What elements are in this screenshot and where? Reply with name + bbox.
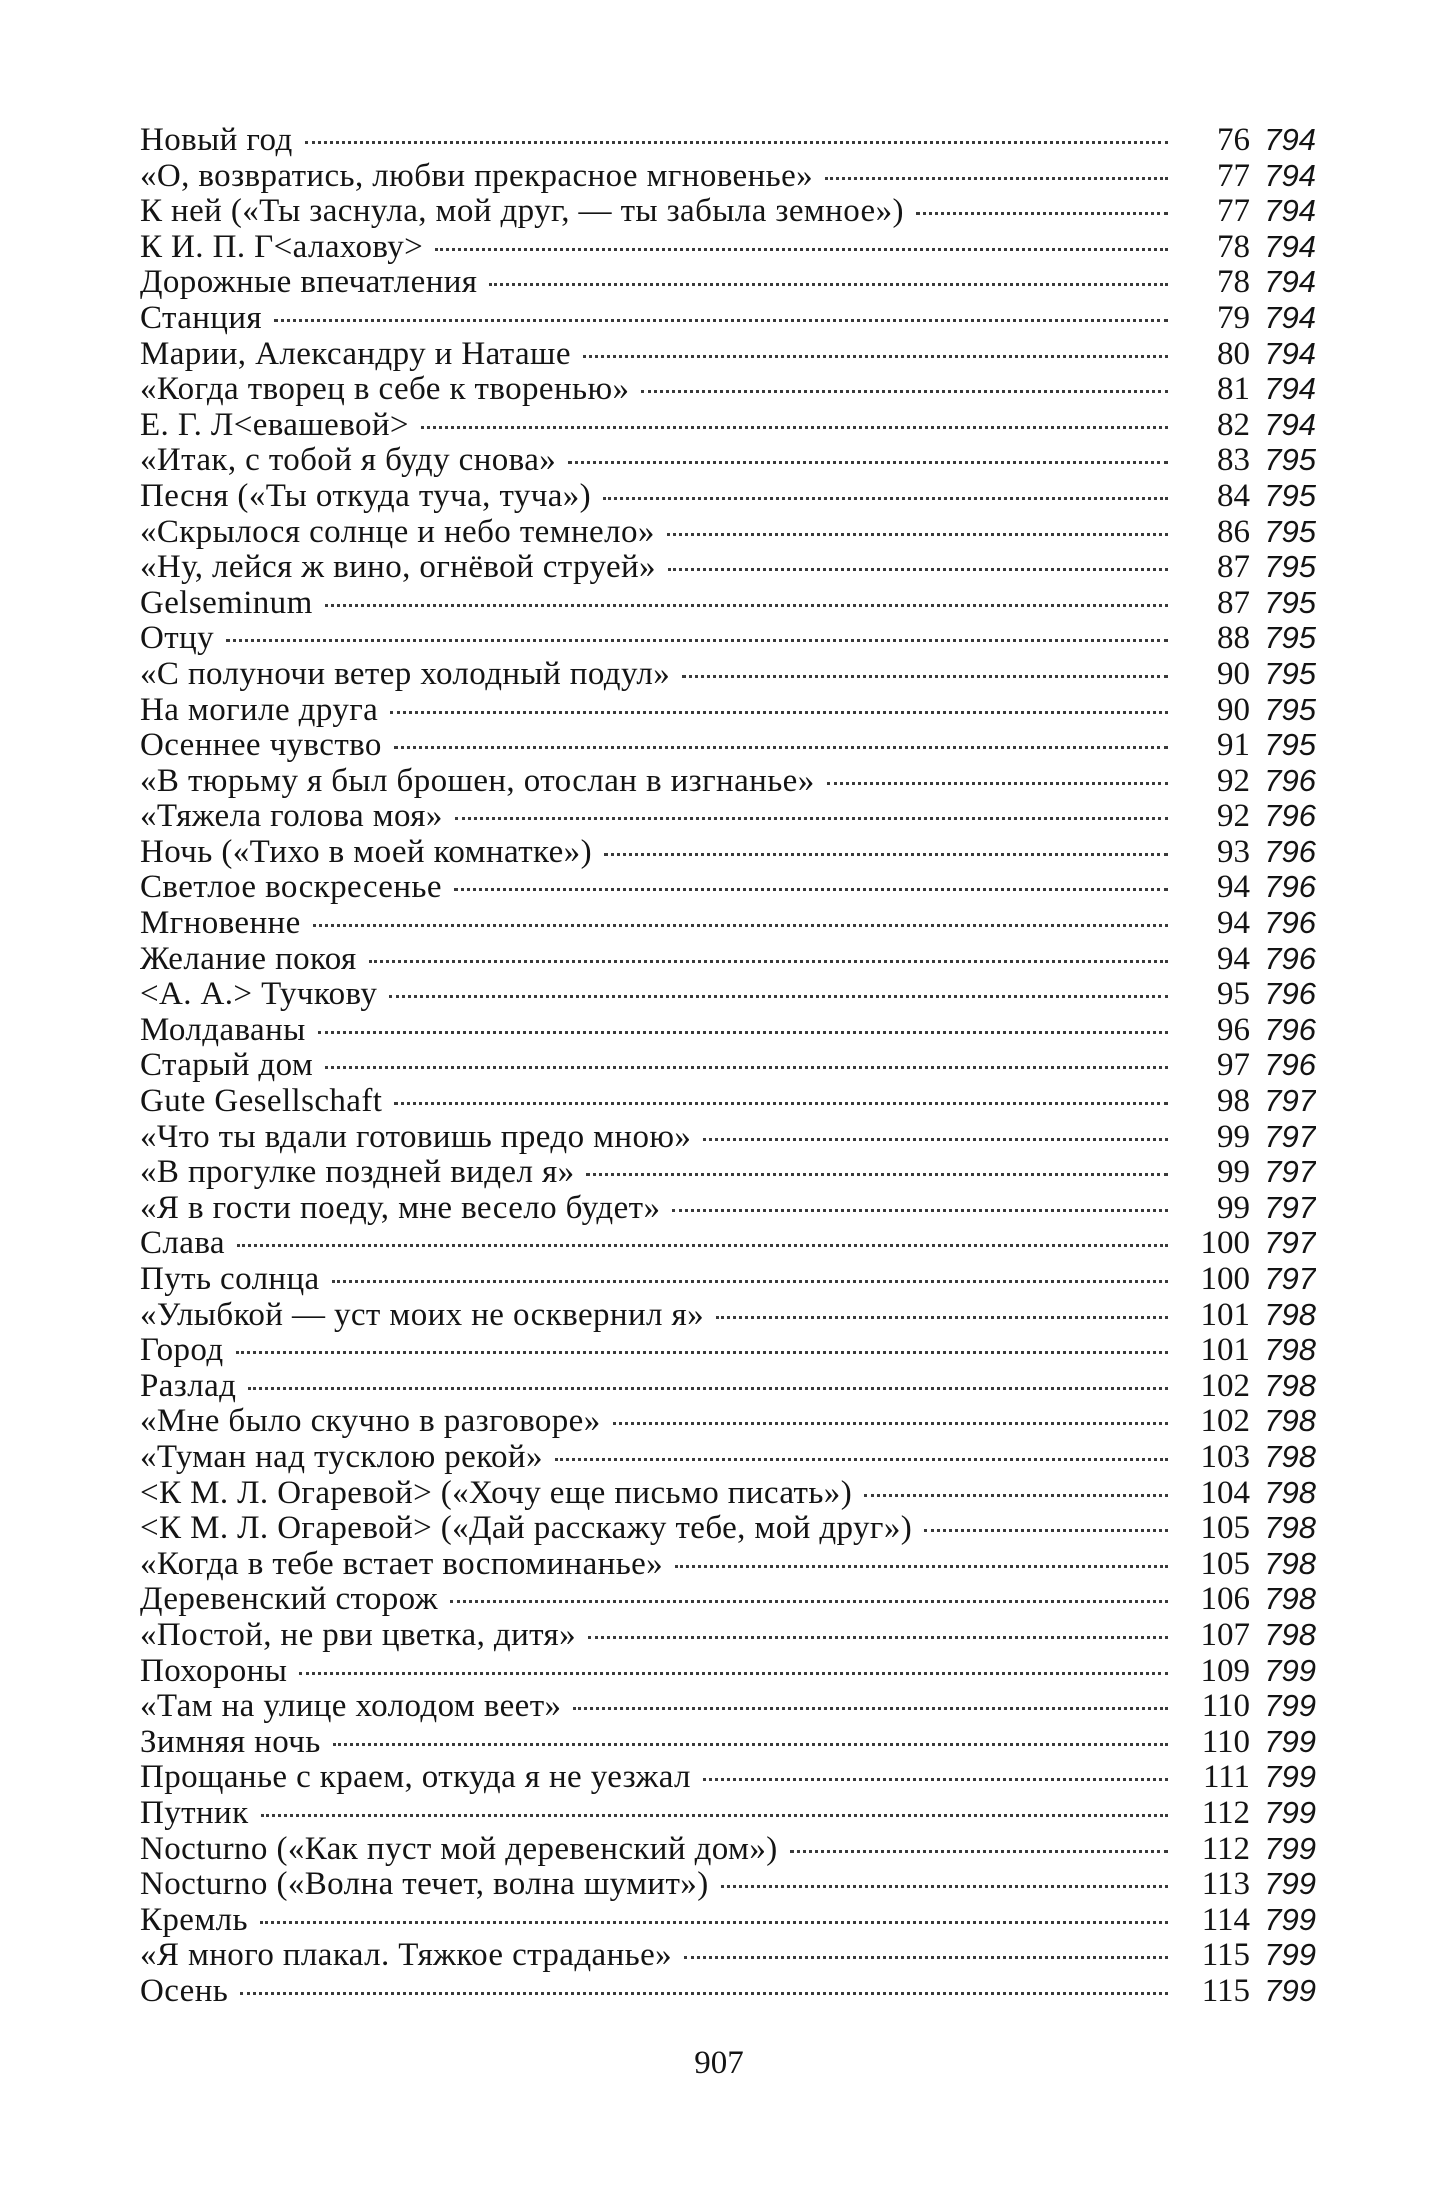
toc-entry-notes-page: 799 <box>1264 1652 1316 1688</box>
toc-entry-title: «Я в гости поеду, мне весело будет» <box>140 1189 661 1226</box>
toc-entry-title: Деревенский сторож <box>140 1581 438 1617</box>
toc-entry <box>140 692 1316 728</box>
toc-entry-title: Gelseminum <box>140 584 313 621</box>
toc-entry-page: 87 <box>1217 584 1250 621</box>
dot-leader <box>261 1814 1168 1817</box>
toc-entry-page: 104 <box>1200 1474 1250 1511</box>
dot-leader <box>226 639 1168 642</box>
dot-leader <box>240 1992 1168 1995</box>
dot-leader <box>325 1066 1168 1069</box>
toc-entry-title: Слава <box>140 1225 225 1261</box>
toc-entry-notes-page: 795 <box>1264 584 1316 620</box>
toc-entry-notes-page: 799 <box>1264 1723 1316 1759</box>
toc-entry <box>140 1261 1316 1297</box>
toc-entry-notes-page: 799 <box>1264 1866 1316 1902</box>
toc-entry-page: 101 <box>1200 1332 1250 1368</box>
toc-entry-page: 111 <box>1202 1759 1250 1795</box>
toc-entry <box>140 1973 1316 2009</box>
toc-entry <box>140 122 1316 158</box>
toc-entry-title: Мгновенне <box>140 905 301 941</box>
toc-entry-notes-page: 799 <box>1264 1688 1316 1724</box>
toc-entry-page: 94 <box>1217 940 1250 977</box>
toc-entry-page: 100 <box>1200 1261 1250 1297</box>
toc-entry-title: «Ну, лейся ж вино, огнёвой струей» <box>140 549 656 585</box>
toc-entry-notes-page: 794 <box>1264 193 1316 229</box>
toc-entry-page: 99 <box>1217 1189 1250 1226</box>
toc-entry-notes-page: 795 <box>1264 442 1316 478</box>
toc-entry-title: Осеннее чувство <box>140 727 382 763</box>
toc-entry-page: 78 <box>1217 264 1250 300</box>
toc-entry <box>140 1688 1316 1724</box>
dot-leader <box>672 1209 1168 1212</box>
toc-entry-page: 90 <box>1217 691 1250 728</box>
toc-entry-title: Ночь («Тихо в моей комнатке») <box>140 833 592 870</box>
toc-entry-page: 93 <box>1217 833 1250 870</box>
toc-entry-notes-page: 795 <box>1264 727 1316 763</box>
toc-entry <box>140 549 1316 585</box>
dot-leader <box>675 1565 1168 1568</box>
toc-entry-page: 101 <box>1200 1296 1250 1333</box>
toc-entry-title: <А. А.> Тучкову <box>140 976 378 1012</box>
dot-leader <box>583 355 1168 358</box>
toc-entry-notes-page: 796 <box>1264 940 1316 976</box>
toc-entry <box>140 869 1316 905</box>
toc-entry <box>140 1332 1316 1368</box>
dot-leader <box>684 1956 1168 1959</box>
toc-entry-notes-page: 796 <box>1264 1011 1316 1047</box>
toc-entry-title: Отцу <box>140 620 215 656</box>
toc-entry-title: Светлое воскресенье <box>140 869 442 906</box>
toc-entry <box>140 798 1316 834</box>
toc-entry-notes-page: 798 <box>1264 1545 1316 1581</box>
toc-entry-page: 92 <box>1217 762 1250 799</box>
toc-entry <box>140 336 1316 372</box>
toc-entry <box>140 1154 1316 1190</box>
dot-leader <box>305 141 1168 144</box>
toc-entry-title: Похороны <box>140 1652 288 1689</box>
toc-entry-notes-page: 794 <box>1264 228 1316 264</box>
toc-entry-notes-page: 794 <box>1264 264 1316 300</box>
toc-entry-title: «Мне было скучно в разговоре» <box>140 1403 601 1439</box>
toc-entry-title: Путь солнца <box>140 1261 320 1297</box>
toc-entry-page: 87 <box>1217 549 1250 585</box>
toc-entry-page: 112 <box>1201 1830 1250 1867</box>
toc-entry <box>140 727 1316 763</box>
dot-leader <box>333 1743 1168 1746</box>
dot-leader <box>568 461 1168 464</box>
toc-entry <box>140 1190 1316 1226</box>
dot-leader <box>421 426 1168 429</box>
dot-leader <box>703 1778 1168 1781</box>
toc-entry-title: «Постой, не рви цветка, дитя» <box>140 1616 577 1653</box>
toc-entry-title: «Скрылося солнце и небо темнело» <box>140 513 655 550</box>
toc-entry <box>140 1119 1316 1155</box>
toc-entry-title: К И. П. Г<алахову> <box>140 228 424 265</box>
toc-entry-title: «Итак, с тобой я буду снова» <box>140 442 557 478</box>
toc-entry <box>140 905 1316 941</box>
toc-entry-notes-page: 795 <box>1264 549 1316 585</box>
toc-entry-page: 84 <box>1217 477 1250 514</box>
toc-entry-title: К ней («Ты заснула, мой друг, — ты забыла земное») <box>140 193 904 229</box>
toc-entry <box>140 158 1316 194</box>
dot-leader <box>573 1707 1168 1710</box>
toc-entry-notes-page: 799 <box>1264 1759 1316 1795</box>
toc-entry-notes-page: 796 <box>1264 869 1316 905</box>
toc-entry-page: 100 <box>1200 1225 1250 1261</box>
toc-entry-page: 90 <box>1217 655 1250 692</box>
toc-entry-title: «В прогулке поздней видел я» <box>140 1154 575 1190</box>
dot-leader <box>667 533 1168 536</box>
toc-entry-page: 81 <box>1217 371 1250 407</box>
dot-leader <box>555 1458 1168 1461</box>
toc-entry-notes-page: 795 <box>1264 691 1316 727</box>
dot-leader <box>721 1885 1168 1888</box>
toc-entry-page: 115 <box>1201 1937 1250 1973</box>
toc-entry-page: 99 <box>1217 1118 1250 1155</box>
toc-entry <box>140 1937 1316 1973</box>
toc-entry-title: <К М. Л. Огаревой> («Дай расскажу тебе, мой друг») <box>140 1510 913 1546</box>
dot-leader <box>260 1921 1168 1924</box>
toc-entry-notes-page: 799 <box>1264 1901 1316 1937</box>
toc-entry-title: Зимняя ночь <box>140 1723 321 1760</box>
toc-entry <box>140 193 1316 229</box>
toc-entry-title: Е. Г. Л<евашевой> <box>140 406 409 443</box>
toc-entry-title: Кремль <box>140 1901 248 1938</box>
toc-entry <box>140 656 1316 692</box>
toc-entry-notes-page: 798 <box>1264 1474 1316 1510</box>
toc-entry <box>140 478 1316 514</box>
toc-entry <box>140 1581 1316 1617</box>
dot-leader <box>716 1316 1168 1319</box>
toc-entry-notes-page: 798 <box>1264 1616 1316 1652</box>
toc-entry-notes-page: 795 <box>1264 477 1316 513</box>
toc-entry-title: Дорожные впечатления <box>140 264 478 300</box>
toc-entry-notes-page: 798 <box>1264 1296 1316 1332</box>
toc-entry-notes-page: 796 <box>1264 976 1316 1012</box>
dot-leader <box>318 1031 1168 1034</box>
toc-entry-page: 82 <box>1217 406 1250 443</box>
toc-entry-title: Песня («Ты откуда туча, туча») <box>140 477 592 514</box>
toc-entry <box>140 1439 1316 1475</box>
toc-entry <box>140 1724 1316 1760</box>
dot-leader <box>435 248 1168 251</box>
toc-entry-title: «Туман над тусклою рекой» <box>140 1438 543 1475</box>
toc-entry-page: 79 <box>1217 299 1250 336</box>
toc-entry-page: 110 <box>1201 1723 1250 1760</box>
toc-entry-title: Новый год <box>140 122 293 158</box>
table-of-contents <box>140 122 1316 2008</box>
toc-entry-title: Старый дом <box>140 1047 314 1084</box>
toc-entry-page: 109 <box>1200 1652 1250 1689</box>
toc-entry-page: 105 <box>1200 1510 1250 1546</box>
toc-entry-notes-page: 795 <box>1264 655 1316 691</box>
dot-leader <box>604 853 1168 856</box>
toc-entry-page: 103 <box>1200 1438 1250 1475</box>
dot-leader <box>825 177 1168 180</box>
toc-entry-page: 115 <box>1201 1972 1250 2009</box>
toc-entry-page: 77 <box>1217 193 1250 229</box>
dot-leader <box>586 1173 1168 1176</box>
dot-leader <box>313 924 1168 927</box>
toc-entry-notes-page: 794 <box>1264 371 1316 407</box>
toc-entry-notes-page: 794 <box>1264 335 1316 371</box>
dot-leader <box>916 212 1168 215</box>
toc-entry-page: 107 <box>1200 1616 1250 1653</box>
toc-entry-notes-page: 794 <box>1264 157 1316 193</box>
toc-entry <box>140 585 1316 621</box>
toc-entry-title: «Что ты вдали готовишь предо мною» <box>140 1118 692 1155</box>
page-number: 907 <box>694 2045 744 2081</box>
toc-entry-notes-page: 795 <box>1264 620 1316 656</box>
toc-entry-page: 106 <box>1200 1581 1250 1617</box>
toc-entry-title: Разлад <box>140 1367 237 1404</box>
toc-entry-notes-page: 799 <box>1264 1972 1316 2008</box>
toc-entry <box>140 763 1316 799</box>
toc-entry-title: «О, возвратись, любви прекрасное мгновенье» <box>140 157 814 194</box>
dot-leader <box>332 1280 1168 1283</box>
toc-entry-page: 78 <box>1217 228 1250 265</box>
dot-leader <box>827 782 1168 785</box>
dot-leader <box>248 1387 1168 1390</box>
toc-entry-title: «Там на улице холодом веет» <box>140 1688 562 1724</box>
toc-entry-notes-page: 798 <box>1264 1367 1316 1403</box>
dot-leader <box>390 711 1168 714</box>
dot-leader <box>450 1600 1168 1603</box>
toc-entry-notes-page: 797 <box>1264 1225 1316 1261</box>
dot-leader <box>603 497 1168 500</box>
toc-entry-notes-page: 798 <box>1264 1438 1316 1474</box>
toc-entry-page: 91 <box>1217 727 1250 763</box>
dot-leader <box>641 390 1168 393</box>
toc-entry <box>140 442 1316 478</box>
toc-entry <box>140 620 1316 656</box>
toc-entry-notes-page: 796 <box>1264 905 1316 941</box>
toc-entry <box>140 300 1316 336</box>
toc-entry-notes-page: 796 <box>1264 1047 1316 1083</box>
toc-entry <box>140 1475 1316 1511</box>
toc-entry-notes-page: 796 <box>1264 762 1316 798</box>
toc-entry-notes-page: 799 <box>1264 1937 1316 1973</box>
toc-entry <box>140 1795 1316 1831</box>
toc-entry-title: Марии, Александру и Наташе <box>140 335 571 372</box>
dot-leader <box>668 568 1168 571</box>
toc-entry-title: На могиле друга <box>140 691 379 728</box>
toc-entry-page: 83 <box>1217 442 1250 478</box>
toc-entry-page: 112 <box>1201 1794 1250 1831</box>
toc-entry-page: 114 <box>1201 1901 1250 1938</box>
toc-entry-page: 110 <box>1201 1688 1250 1724</box>
dot-leader <box>682 675 1168 678</box>
toc-entry-notes-page: 799 <box>1264 1794 1316 1830</box>
toc-entry-notes-page: 796 <box>1264 833 1316 869</box>
toc-entry <box>140 941 1316 977</box>
dot-leader <box>394 1102 1168 1105</box>
toc-entry-title: Путник <box>140 1794 249 1831</box>
toc-entry <box>140 1225 1316 1261</box>
toc-entry <box>140 1297 1316 1333</box>
toc-entry-notes-page: 797 <box>1264 1118 1316 1154</box>
toc-entry <box>140 1403 1316 1439</box>
toc-entry <box>140 1083 1316 1119</box>
dot-leader <box>389 995 1168 998</box>
dot-leader <box>325 604 1168 607</box>
toc-entry <box>140 407 1316 443</box>
toc-entry-page: 86 <box>1217 513 1250 550</box>
toc-entry-page: 94 <box>1217 905 1250 941</box>
toc-entry-notes-page: 798 <box>1264 1510 1316 1546</box>
toc-entry <box>140 1510 1316 1546</box>
toc-entry-notes-page: 795 <box>1264 513 1316 549</box>
toc-entry-notes-page: 796 <box>1264 798 1316 834</box>
toc-entry <box>140 229 1316 265</box>
toc-entry <box>140 1368 1316 1404</box>
toc-entry-notes-page: 798 <box>1264 1332 1316 1368</box>
toc-entry-page: 92 <box>1217 798 1250 834</box>
dot-leader <box>369 960 1168 963</box>
toc-entry-notes-page: 797 <box>1264 1261 1316 1296</box>
toc-entry <box>140 514 1316 550</box>
toc-entry-page: 77 <box>1217 157 1250 194</box>
toc-entry-title: Nocturno («Как пуст мой деревенский дом») <box>140 1830 778 1867</box>
toc-entry-notes-page: 794 <box>1264 299 1316 335</box>
dot-leader <box>236 1351 1168 1354</box>
toc-entry-title: «В тюрьму я был брошен, отослан в изгнанье» <box>140 762 815 799</box>
dot-leader <box>790 1850 1168 1853</box>
toc-entry-notes-page: 797 <box>1264 1189 1316 1225</box>
toc-entry-title: «Я много плакал. Тяжкое страданье» <box>140 1937 673 1973</box>
toc-entry-page: 94 <box>1217 869 1250 906</box>
toc-entry-title: Желание покоя <box>140 940 357 977</box>
toc-entry-title: Gute Gesellschaft <box>140 1083 383 1119</box>
toc-entry-title: Nocturno («Волна течет, волна шумит») <box>140 1866 709 1902</box>
toc-entry <box>140 264 1316 300</box>
toc-entry <box>140 371 1316 407</box>
toc-entry <box>140 1546 1316 1582</box>
toc-entry-title: <К М. Л. Огаревой> («Хочу еще письмо писать») <box>140 1474 853 1511</box>
toc-entry-page: 98 <box>1217 1083 1250 1119</box>
toc-entry-title: «Когда в тебе встает воспоминанье» <box>140 1545 664 1582</box>
toc-entry-notes-page: 798 <box>1264 1403 1316 1439</box>
dot-leader <box>454 888 1168 891</box>
toc-entry-page: 113 <box>1201 1866 1250 1902</box>
toc-entry <box>140 1831 1316 1867</box>
dot-leader <box>274 319 1168 322</box>
toc-entry-notes-page: 794 <box>1264 122 1316 157</box>
toc-entry <box>140 834 1316 870</box>
toc-entry-page: 95 <box>1217 976 1250 1012</box>
toc-entry <box>140 1902 1316 1938</box>
toc-entry-title: «Улыбкой — уст моих не осквернил я» <box>140 1296 705 1333</box>
toc-entry-notes-page: 797 <box>1264 1154 1316 1190</box>
toc-entry-notes-page: 797 <box>1264 1083 1316 1119</box>
toc-entry <box>140 1866 1316 1902</box>
toc-entry-title: «Когда творец в себе к творенью» <box>140 371 630 407</box>
toc-entry-page: 97 <box>1217 1047 1250 1084</box>
dot-leader <box>489 283 1168 286</box>
toc-entry-notes-page: 799 <box>1264 1830 1316 1866</box>
toc-entry-page: 80 <box>1217 335 1250 372</box>
dot-leader <box>237 1244 1168 1247</box>
toc-entry-title: Город <box>140 1332 224 1368</box>
toc-entry-title: Станция <box>140 299 263 336</box>
toc-entry-title: «Тяжела голова моя» <box>140 798 443 834</box>
dot-leader <box>703 1138 1168 1141</box>
dot-leader <box>924 1529 1168 1532</box>
dot-leader <box>394 746 1168 749</box>
toc-entry-page: 102 <box>1200 1403 1250 1439</box>
toc-entry-notes-page: 798 <box>1264 1581 1316 1617</box>
toc-entry <box>140 1617 1316 1653</box>
dot-leader <box>588 1636 1168 1639</box>
toc-entry-page: 76 <box>1217 122 1250 158</box>
toc-entry-title: Осень <box>140 1972 229 2009</box>
toc-entry <box>140 1012 1316 1048</box>
toc-entry-notes-page: 794 <box>1264 406 1316 442</box>
dot-leader <box>613 1422 1168 1425</box>
toc-entry-page: 99 <box>1217 1154 1250 1190</box>
toc-entry <box>140 976 1316 1012</box>
toc-entry-page: 105 <box>1200 1545 1250 1582</box>
dot-leader <box>864 1494 1168 1497</box>
toc-entry-page: 88 <box>1217 620 1250 656</box>
toc-entry-title: Прощанье с краем, откуда я не уезжал <box>140 1759 691 1795</box>
toc-entry-page: 96 <box>1217 1011 1250 1048</box>
toc-entry-page: 102 <box>1200 1367 1250 1404</box>
toc-entry-title: «С полуночи ветер холодный подул» <box>140 655 671 692</box>
toc-entry <box>140 1759 1316 1795</box>
dot-leader <box>455 817 1168 820</box>
dot-leader <box>299 1672 1168 1675</box>
toc-entry-title: Молдаваны <box>140 1011 306 1048</box>
toc-entry <box>140 1047 1316 1083</box>
toc-entry <box>140 1653 1316 1689</box>
